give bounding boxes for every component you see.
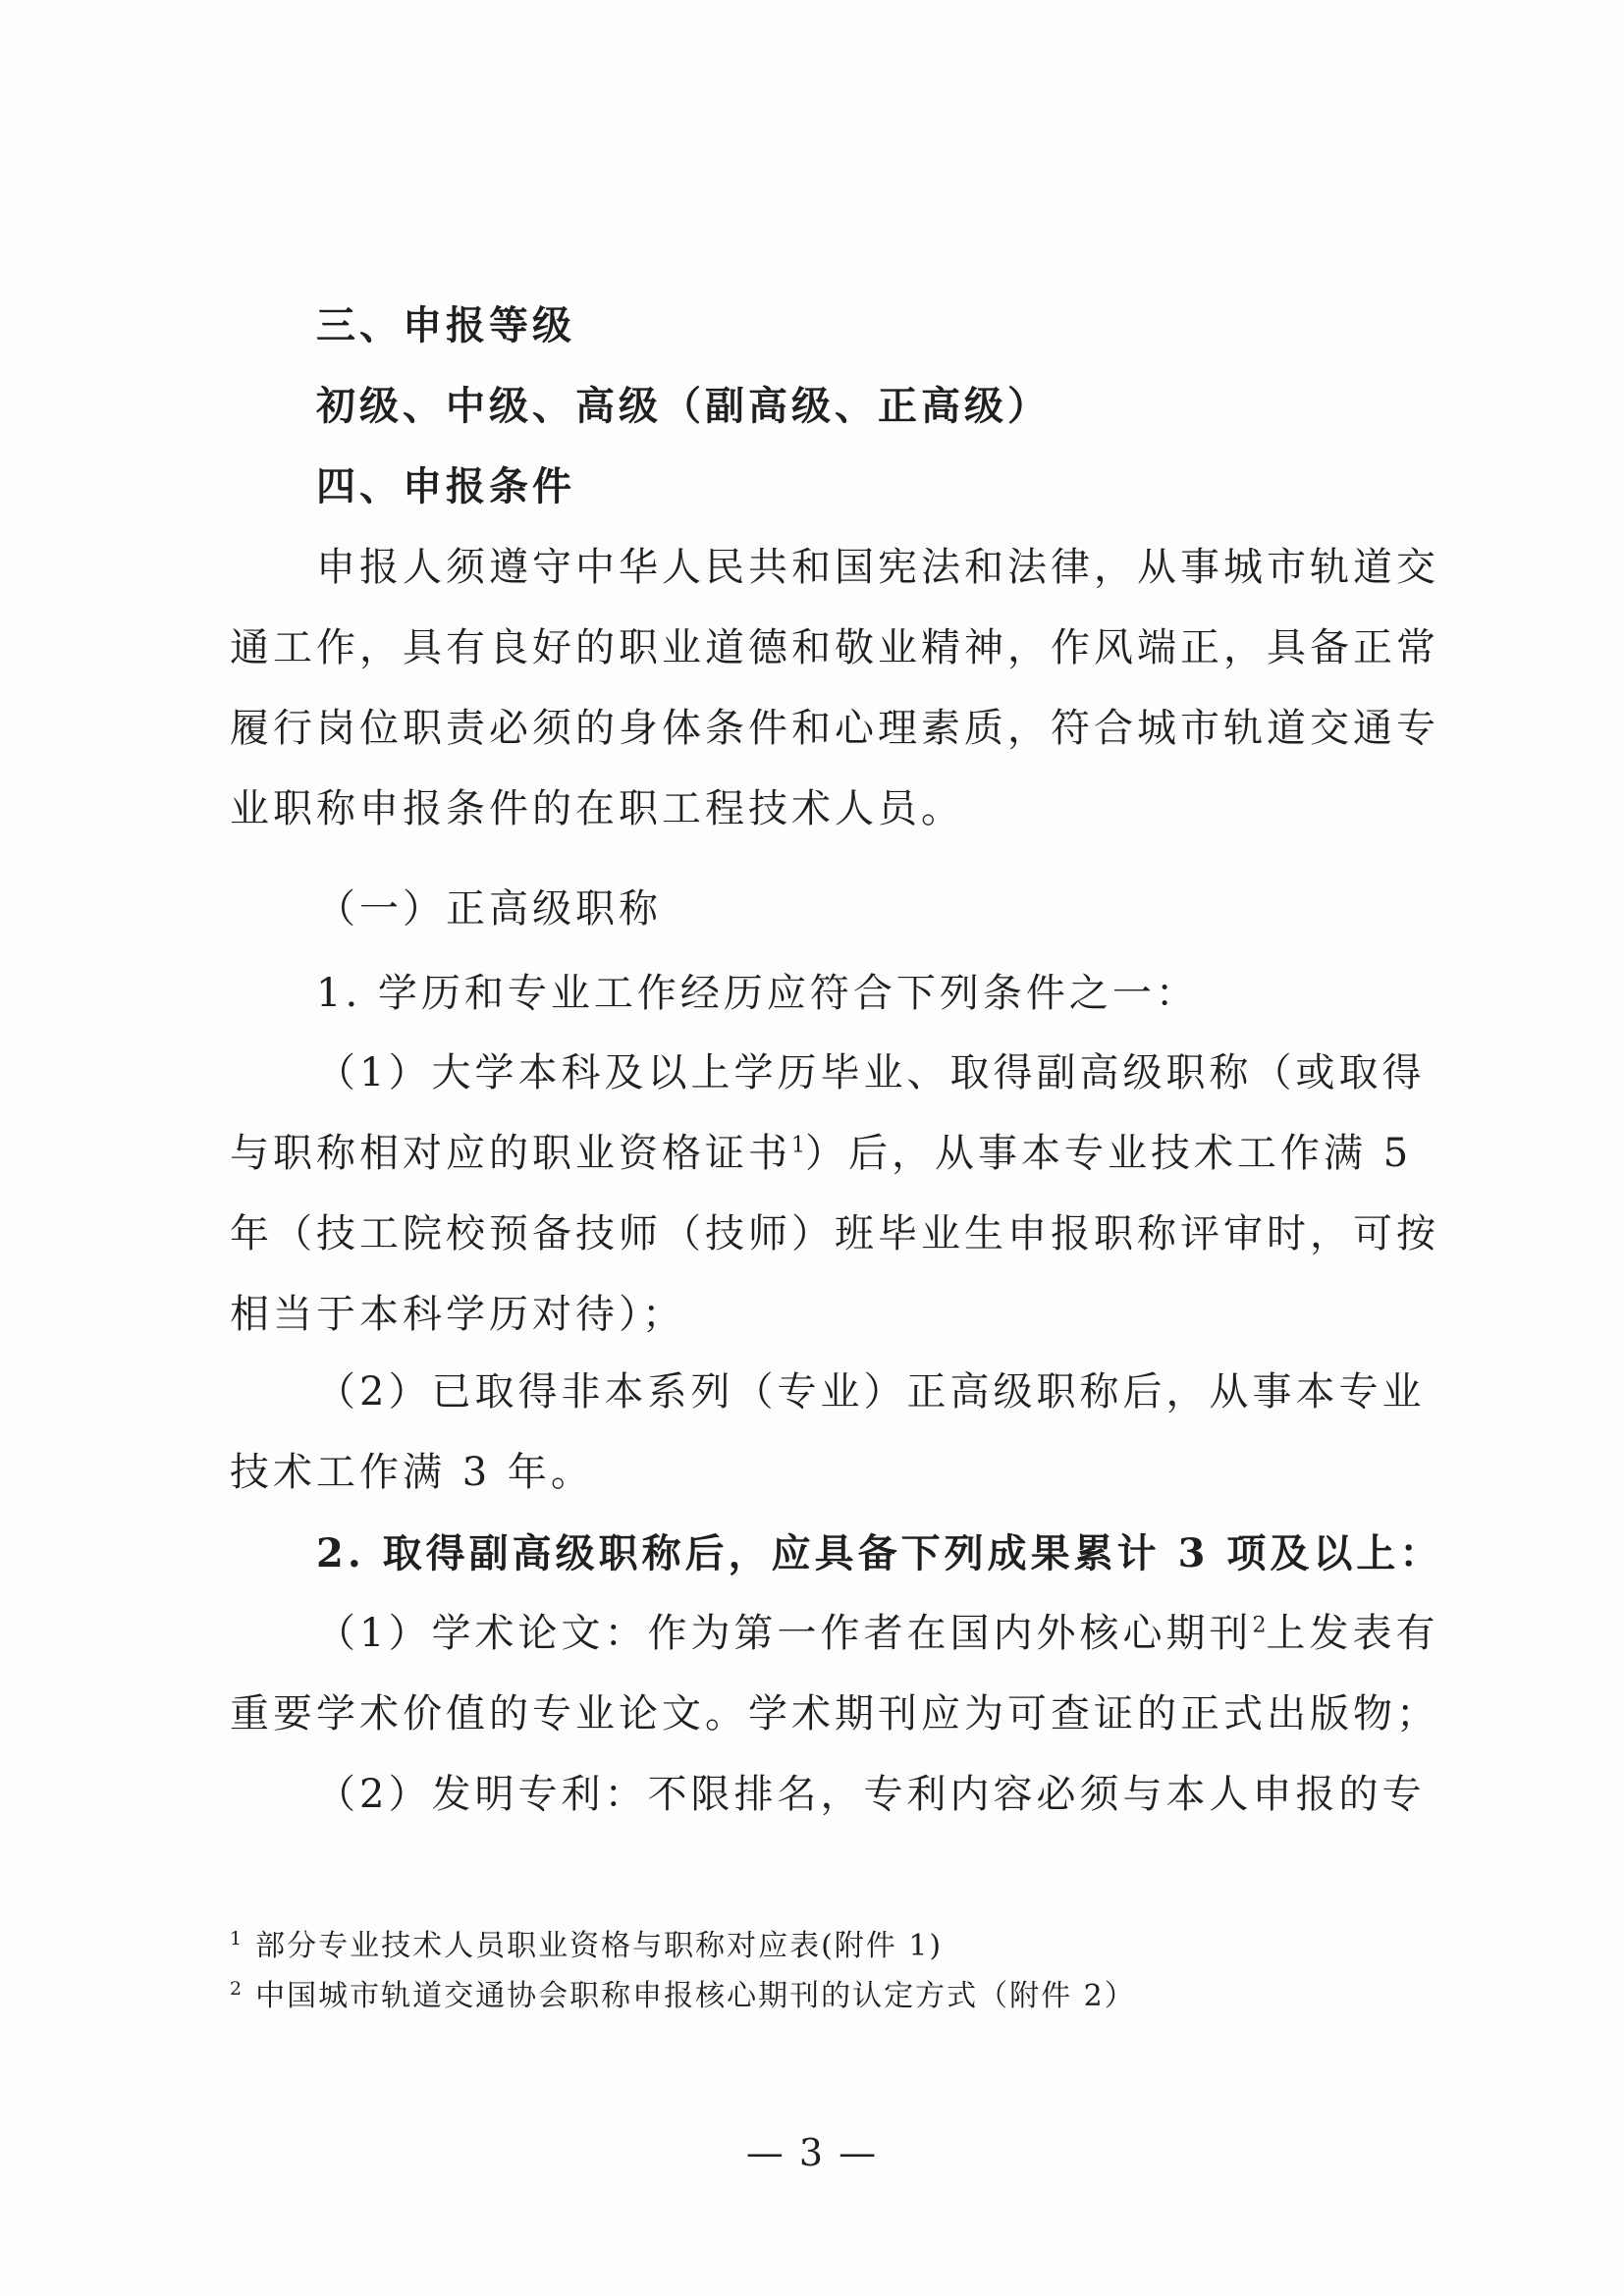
section-4-heading: 四、申报条件 (316, 463, 575, 509)
result-1-line-1 (316, 1611, 1439, 1656)
condition-2-line-2: 技术工作满 3 年。 (230, 1450, 594, 1495)
section-3-heading: 三、申报等级 (316, 302, 575, 348)
intro-line-3: 履行岗位职责必须的身体条件和心理素质，符合城市轨道交通专 (230, 706, 1439, 751)
footnote-ref-1: 1 (791, 1133, 805, 1158)
footnote-2-text: 中国城市轨道交通协会职称申报核心期刊的认定方式（附件 2） (255, 1979, 1136, 2013)
condition-1-line-2 (230, 1131, 1413, 1176)
result-1-line-1-text: （1）学术论文：作为第一作者在国内外核心期刊 (316, 1611, 1253, 1656)
item-1-heading: 1. 学历和专业工作经历应符合下列条件之一： (316, 971, 1199, 1016)
footnote-1-number: 1 (230, 1928, 243, 1949)
result-1-line-2: 重要学术价值的专业论文。学术期刊应为可查证的正式出版物； (230, 1691, 1439, 1736)
condition-1-line-3: 年（技工院校预备技师（技师）班毕业生申报职称评审时，可按 (230, 1211, 1439, 1256)
condition-1-line-4: 相当于本科学历对待）； (230, 1292, 685, 1337)
condition-1-line-2-text: 与职称相对应的职业资格证书 (230, 1131, 791, 1176)
intro-line-4: 业职称申报条件的在职工程技术人员。 (230, 786, 964, 831)
section-3-levels: 初级、中级、高级（副高级、正高级） (316, 383, 1051, 429)
result-1-line-1-rest: 上发表有 (1266, 1611, 1439, 1656)
condition-2-line-1: （2）已取得非本系列（专业）正高级职称后，从事本专业 (316, 1369, 1426, 1415)
footnote-ref-2: 2 (1252, 1613, 1267, 1638)
condition-1-line-2-rest: ）后，从事本专业技术工作满 5 (805, 1131, 1413, 1176)
footnote-1-text: 部分专业技术人员职业资格与职称对应表(附件 1) (255, 1929, 944, 1963)
intro-line-2: 通工作，具有良好的职业道德和敬业精神，作风端正，具备正常 (230, 625, 1439, 670)
item-2-heading: 2. 取得副高级职称后，应具备下列成果累计 3 项及以上： (316, 1530, 1443, 1576)
subsection-1-heading: （一）正高级职称 (316, 886, 662, 932)
intro-line-1: 申报人须遵守中华人民共和国宪法和法律，从事城市轨道交 (316, 545, 1439, 590)
footnote-1 (230, 1928, 944, 1963)
footnote-2-number: 2 (230, 1978, 243, 2000)
footnote-2 (230, 1978, 1136, 2013)
result-2-line-1: （2）发明专利：不限排名，专利内容必须与本人申报的专 (316, 1772, 1426, 1817)
condition-1-line-1: （1）大学本科及以上学历毕业、取得副高级职称（或取得 (316, 1050, 1426, 1095)
page-number: — 3 — (745, 2131, 879, 2174)
